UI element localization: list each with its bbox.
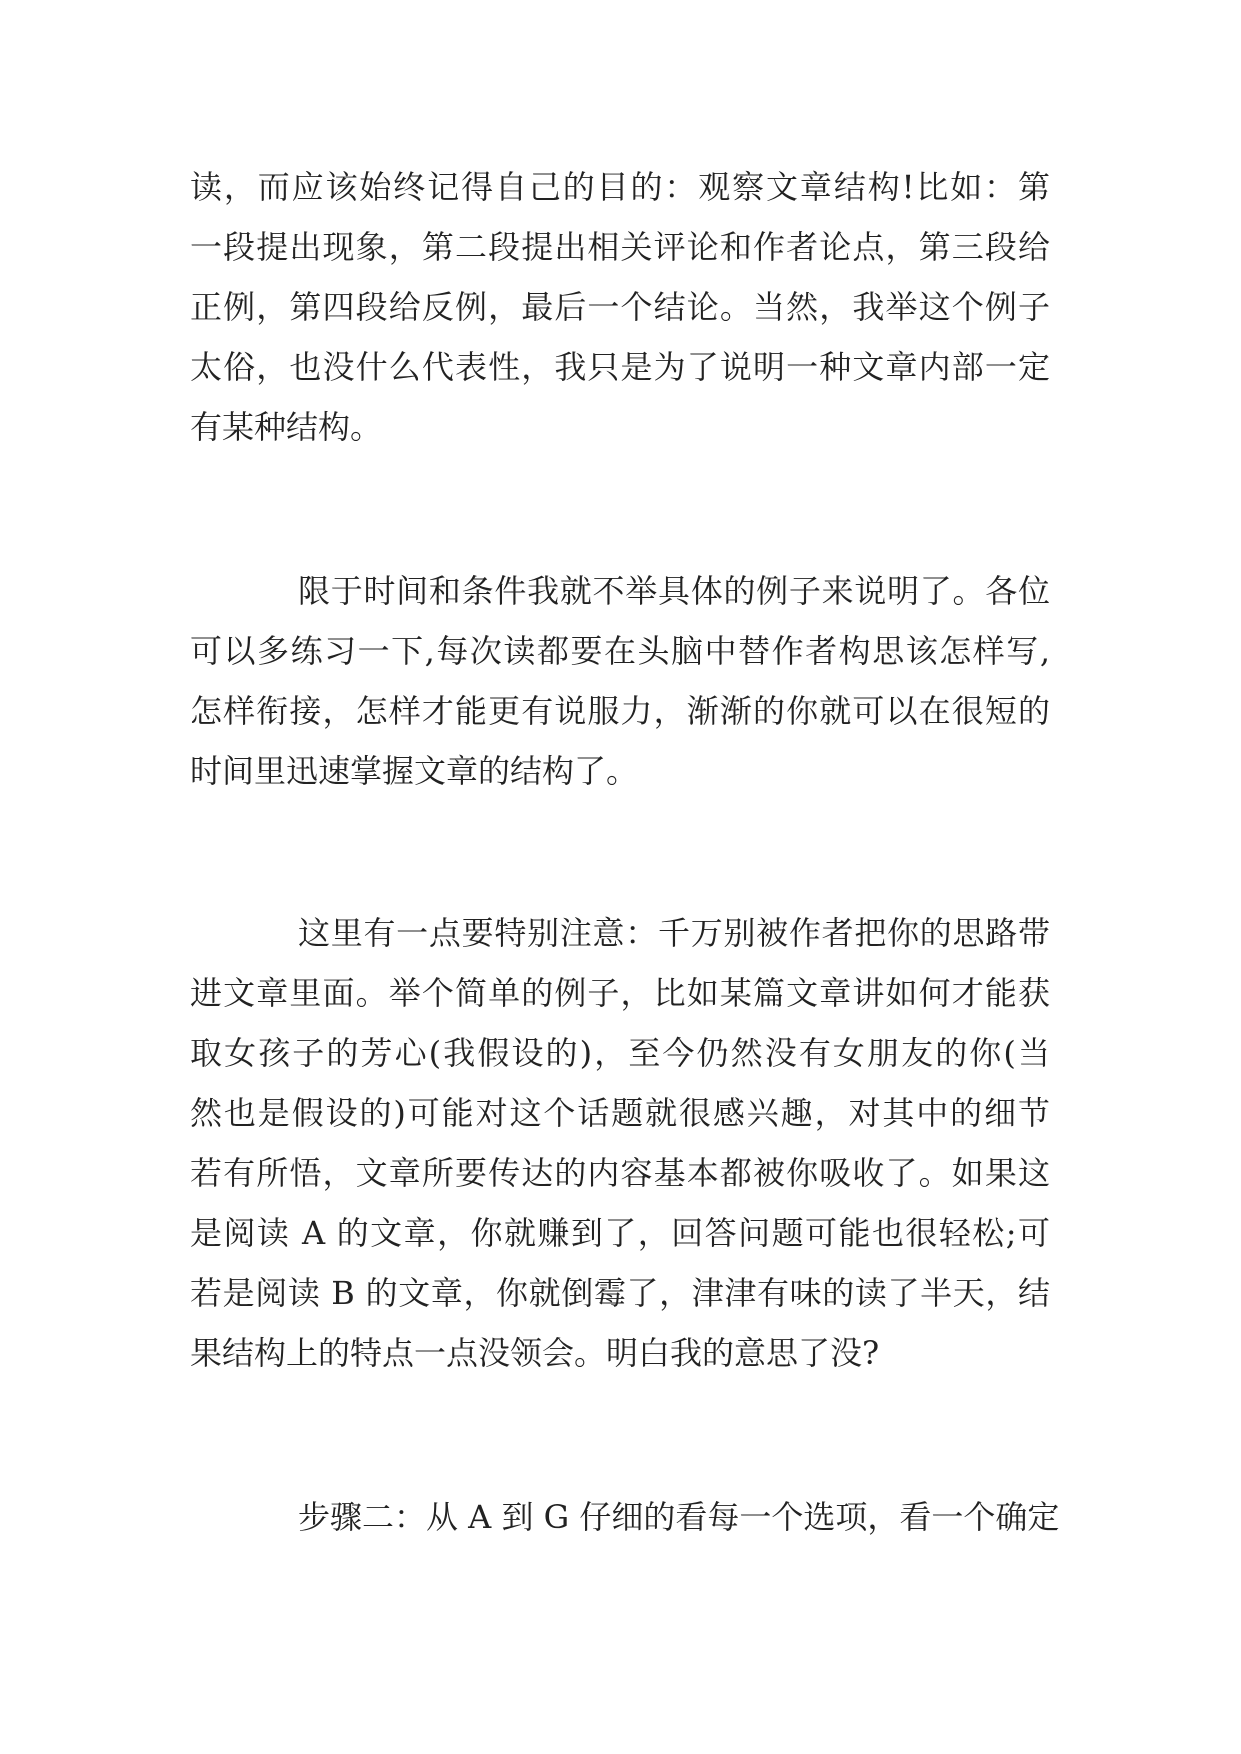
paragraph-continuation bbox=[190, 157, 1050, 457]
text-line: 果结构上的特点一点没领会。明白我的意思了没? bbox=[190, 1334, 880, 1372]
text-line: 这里有一点要特别注意：千万别被作者把你的思路带 bbox=[298, 914, 1050, 952]
text-line: 读，而应该始终记得自己的目的：观察文章结构!比如：第 bbox=[190, 168, 1050, 206]
text-line: 若是阅读 B 的文章，你就倒霉了，津津有味的读了半天，结 bbox=[190, 1274, 1050, 1312]
text-line: 若有所悟，文章所要传达的内容基本都被你吸收了。如果这 bbox=[190, 1154, 1050, 1192]
text-line: 正例，第四段给反例，最后一个结论。当然，我举这个例子 bbox=[190, 288, 1050, 326]
text-line: 可以多练习一下,每次读都要在头脑中替作者构思该怎样写, bbox=[190, 632, 1050, 670]
paragraph-step-two bbox=[190, 1487, 1060, 1547]
paragraph-attention bbox=[190, 903, 1050, 1383]
text-line: 太俗，也没什么代表性，我只是为了说明一种文章内部一定 bbox=[190, 348, 1050, 386]
text-line: 取女孩子的芳心(我假设的)，至今仍然没有女朋友的你(当 bbox=[190, 1034, 1050, 1072]
paragraph-time-limit bbox=[190, 561, 1050, 801]
text-line: 时间里迅速掌握文章的结构了。 bbox=[190, 752, 639, 790]
text-line: 一段提出现象，第二段提出相关评论和作者论点，第三段给 bbox=[190, 228, 1050, 266]
text-line: 进文章里面。举个简单的例子，比如某篇文章讲如何才能获 bbox=[190, 974, 1050, 1012]
text-line: 怎样衔接，怎样才能更有说服力，渐渐的你就可以在很短的 bbox=[190, 692, 1050, 730]
text-line: 步骤二：从 A 到 G 仔细的看每一个选项，看一个确定 bbox=[298, 1498, 1060, 1536]
text-line: 有某种结构。 bbox=[190, 408, 383, 446]
text-line: 限于时间和条件我就不举具体的例子来说明了。各位 bbox=[298, 572, 1050, 610]
text-line: 然也是假设的)可能对这个话题就很感兴趣，对其中的细节 bbox=[190, 1094, 1050, 1132]
text-line: 是阅读 A 的文章，你就赚到了，回答问题可能也很轻松;可 bbox=[190, 1214, 1050, 1252]
